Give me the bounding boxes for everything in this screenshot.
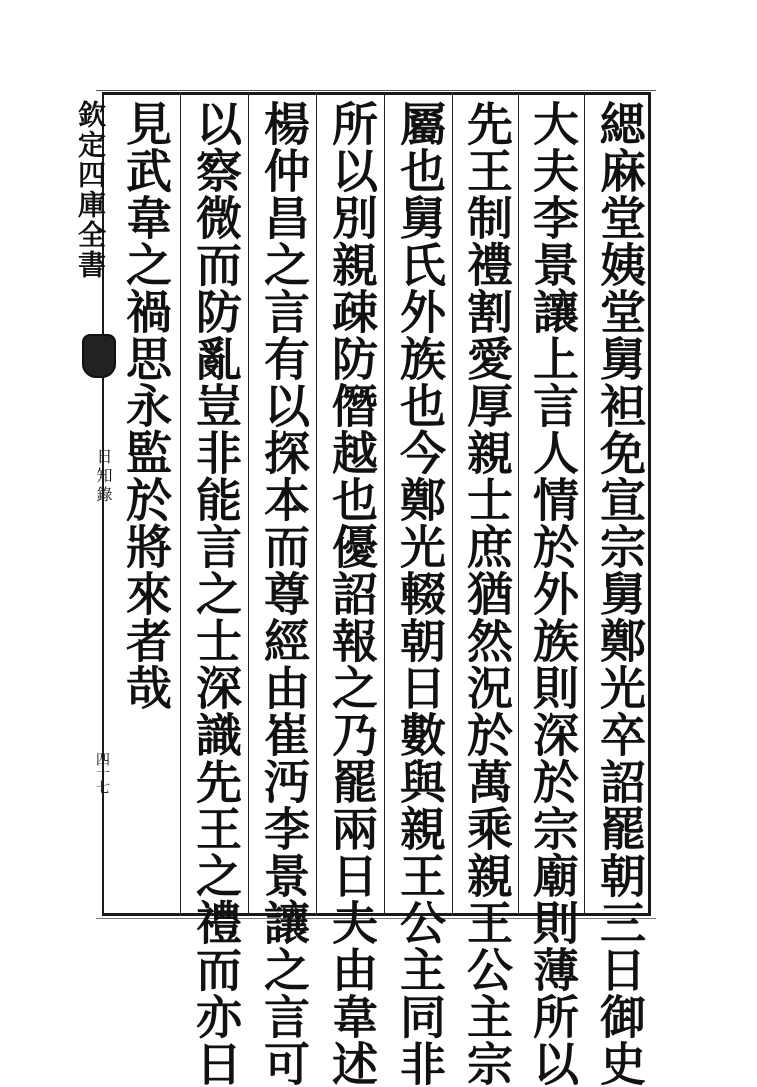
column-text: 大夫李景讓上言人情於外族則深於宗廟則薄所以 [526,100,580,1087]
column-divider [452,95,453,913]
column-divider [584,95,585,913]
collection-title: 欽定四庫全書 [74,100,107,280]
column-text: 楊仲昌之言有以探本而尊經由崔沔李景讓之言可 [257,100,311,1087]
book-title: 日知錄 [94,448,113,505]
column-divider [180,95,181,913]
text-column-4 [390,100,450,1087]
top-rule [96,90,656,91]
column-text: 屬也舅氏外族也今鄭光輟朝日數與親王公主同非 [393,100,447,1087]
text-column-5 [322,100,382,1087]
fish-tail-mark [82,334,116,378]
column-text: 所以別親疎防僭越也優詔報之乃罷兩日夫由韋述 [325,100,379,1087]
column-text: 緦麻堂姨堂舅袒免宣宗舅鄭光卒詔罷朝三日御史 [593,100,647,1087]
text-column-1 [590,100,650,1087]
column-divider [384,95,385,913]
column-text: 先王制禮割愛厚親士庶猶然況於萬乘親王公主宗 [460,100,514,1087]
text-column-7 [186,100,246,1087]
column-divider [518,95,519,913]
column-text: 見武韋之禍思永監於將來者哉 [119,100,173,711]
text-column-3 [457,100,517,1087]
text-column-6 [254,100,314,1087]
text-column-2 [523,100,583,1087]
page-number: 四十七 [94,752,110,794]
column-divider [248,95,249,913]
text-column-8 [116,100,176,711]
column-text: 以察微而防亂豈非能言之士深識先王之禮而亦日 [189,100,243,1087]
column-divider [316,95,317,913]
